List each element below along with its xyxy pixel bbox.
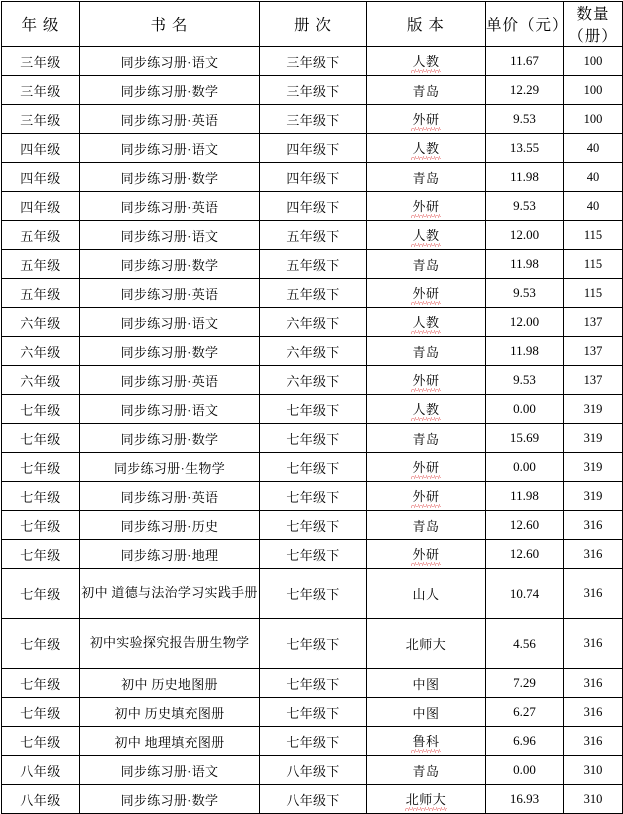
cell-quantity: 319 <box>564 395 623 424</box>
cell-quantity: 319 <box>564 482 623 511</box>
edition-text-marked: 人教 <box>412 225 439 246</box>
table-row <box>2 698 623 727</box>
cell-grade: 四年级 <box>2 163 80 192</box>
table-row <box>2 395 623 424</box>
cell-edition <box>367 105 486 134</box>
edition-text-marked: 外研 <box>412 109 439 130</box>
cell-book-name: 同步练习册·英语 <box>80 482 260 511</box>
cell-quantity: 40 <box>564 163 623 192</box>
edition-text: 青岛 <box>412 83 440 99</box>
cell-volume: 七年级下 <box>260 569 367 619</box>
cell-grade: 五年级 <box>2 279 80 308</box>
table-row <box>2 785 623 814</box>
cell-unit-price: 12.00 <box>486 221 564 250</box>
cell-unit-price: 12.00 <box>486 308 564 337</box>
cell-volume: 五年级下 <box>260 250 367 279</box>
cell-volume: 七年级下 <box>260 727 367 756</box>
cell-volume: 四年级下 <box>260 134 367 163</box>
table-row <box>2 134 623 163</box>
cell-quantity: 40 <box>564 192 623 221</box>
cell-grade: 七年级 <box>2 453 80 482</box>
cell-book-name: 同步练习册·语文 <box>80 47 260 76</box>
table-row <box>2 279 623 308</box>
cell-grade: 五年级 <box>2 250 80 279</box>
cell-unit-price: 11.98 <box>486 337 564 366</box>
cell-book-name: 同步练习册·地理 <box>80 540 260 569</box>
table-row <box>2 669 623 698</box>
cell-edition <box>367 134 486 163</box>
cell-book-name: 同步练习册·英语 <box>80 279 260 308</box>
cell-volume: 五年级下 <box>260 279 367 308</box>
edition-text: 青岛 <box>412 257 440 273</box>
cell-grade: 八年级 <box>2 785 80 814</box>
cell-edition <box>367 250 486 279</box>
table-row <box>2 308 623 337</box>
cell-unit-price: 0.00 <box>486 453 564 482</box>
cell-unit-price: 7.29 <box>486 669 564 698</box>
cell-unit-price: 6.96 <box>486 727 564 756</box>
cell-book-name: 初中 历史填充图册 <box>80 698 260 727</box>
cell-volume: 八年级下 <box>260 785 367 814</box>
cell-book-name: 同步练习册·数学 <box>80 163 260 192</box>
cell-grade: 三年级 <box>2 105 80 134</box>
cell-grade: 四年级 <box>2 192 80 221</box>
table-row <box>2 424 623 453</box>
edition-text-marked: 鲁科 <box>412 731 439 752</box>
edition-text: 青岛 <box>412 518 440 534</box>
cell-book-name: 初中 地理填充图册 <box>80 727 260 756</box>
cell-book-name: 同步练习册·数学 <box>80 785 260 814</box>
edition-text-marked: 外研 <box>412 457 439 478</box>
cell-book-name: 同步练习册·语文 <box>80 756 260 785</box>
cell-quantity: 319 <box>564 424 623 453</box>
cell-grade: 五年级 <box>2 221 80 250</box>
cell-book-name: 同步练习册·英语 <box>80 366 260 395</box>
cell-book-name: 初中 历史地图册 <box>80 669 260 698</box>
cell-grade: 七年级 <box>2 619 80 669</box>
cell-book-name: 同步练习册·数学 <box>80 424 260 453</box>
cell-edition <box>367 569 486 619</box>
cell-quantity: 316 <box>564 569 623 619</box>
cell-grade: 七年级 <box>2 727 80 756</box>
cell-book-name: 同步练习册·英语 <box>80 105 260 134</box>
table-header <box>2 2 623 47</box>
cell-volume: 七年级下 <box>260 698 367 727</box>
cell-grade: 六年级 <box>2 308 80 337</box>
cell-volume: 六年级下 <box>260 366 367 395</box>
cell-unit-price: 11.98 <box>486 482 564 511</box>
cell-quantity: 319 <box>564 453 623 482</box>
cell-unit-price: 12.60 <box>486 511 564 540</box>
header-grade: 年 级 <box>2 2 80 47</box>
cell-volume: 四年级下 <box>260 192 367 221</box>
cell-unit-price: 10.74 <box>486 569 564 619</box>
table-row <box>2 192 623 221</box>
cell-quantity: 115 <box>564 250 623 279</box>
cell-edition <box>367 756 486 785</box>
cell-volume: 六年级下 <box>260 308 367 337</box>
cell-edition <box>367 540 486 569</box>
edition-text: 青岛 <box>412 344 440 360</box>
cell-unit-price: 0.00 <box>486 395 564 424</box>
header-row <box>2 2 623 47</box>
cell-volume: 八年级下 <box>260 756 367 785</box>
cell-book-name: 同步练习册·历史 <box>80 511 260 540</box>
header-volume: 册 次 <box>260 2 367 47</box>
edition-text-marked: 人教 <box>412 138 439 159</box>
header-quantity: 数量（册） <box>564 2 623 47</box>
table-row <box>2 727 623 756</box>
cell-unit-price: 6.27 <box>486 698 564 727</box>
cell-quantity: 137 <box>564 337 623 366</box>
cell-quantity: 316 <box>564 698 623 727</box>
cell-edition <box>367 698 486 727</box>
cell-grade: 六年级 <box>2 337 80 366</box>
cell-grade: 三年级 <box>2 47 80 76</box>
cell-book-name: 同步练习册·语文 <box>80 308 260 337</box>
cell-edition <box>367 424 486 453</box>
cell-grade: 四年级 <box>2 134 80 163</box>
cell-book-name: 同步练习册·语文 <box>80 395 260 424</box>
cell-edition <box>367 221 486 250</box>
cell-book-name: 同步练习册·英语 <box>80 192 260 221</box>
table-row <box>2 250 623 279</box>
cell-quantity: 40 <box>564 134 623 163</box>
cell-volume: 三年级下 <box>260 47 367 76</box>
cell-edition <box>367 337 486 366</box>
cell-quantity: 316 <box>564 619 623 669</box>
cell-volume: 七年级下 <box>260 424 367 453</box>
table-row <box>2 453 623 482</box>
header-edition: 版 本 <box>367 2 486 47</box>
table-row <box>2 569 623 619</box>
header-unit-price: 单价（元） <box>486 2 564 47</box>
cell-unit-price: 9.53 <box>486 192 564 221</box>
cell-book-name: 同步练习册·数学 <box>80 76 260 105</box>
cell-edition <box>367 511 486 540</box>
cell-edition <box>367 163 486 192</box>
cell-volume: 七年级下 <box>260 453 367 482</box>
cell-volume: 六年级下 <box>260 337 367 366</box>
cell-unit-price: 11.67 <box>486 47 564 76</box>
cell-unit-price: 16.93 <box>486 785 564 814</box>
cell-quantity: 310 <box>564 785 623 814</box>
cell-edition <box>367 366 486 395</box>
cell-quantity: 316 <box>564 727 623 756</box>
table-row <box>2 163 623 192</box>
cell-book-name: 同步练习册·语文 <box>80 221 260 250</box>
cell-edition <box>367 76 486 105</box>
table-row <box>2 756 623 785</box>
cell-unit-price: 12.29 <box>486 76 564 105</box>
cell-unit-price: 13.55 <box>486 134 564 163</box>
table-row <box>2 221 623 250</box>
cell-book-name: 同步练习册·生物学 <box>80 453 260 482</box>
cell-edition <box>367 482 486 511</box>
cell-quantity: 115 <box>564 221 623 250</box>
cell-unit-price: 11.98 <box>486 250 564 279</box>
edition-text-marked: 外研 <box>412 196 439 217</box>
textbook-order-table <box>1 1 623 814</box>
cell-volume: 三年级下 <box>260 76 367 105</box>
cell-edition <box>367 453 486 482</box>
cell-book-name: 初中 道德与法治学习实践手册 <box>80 569 260 619</box>
cell-unit-price: 0.00 <box>486 756 564 785</box>
table-row <box>2 76 623 105</box>
table-row <box>2 366 623 395</box>
table-row <box>2 105 623 134</box>
cell-volume: 三年级下 <box>260 105 367 134</box>
cell-quantity: 100 <box>564 47 623 76</box>
cell-book-name: 同步练习册·语文 <box>80 134 260 163</box>
cell-volume: 七年级下 <box>260 540 367 569</box>
edition-text: 青岛 <box>412 431 440 447</box>
cell-grade: 七年级 <box>2 511 80 540</box>
cell-edition <box>367 669 486 698</box>
cell-edition <box>367 619 486 669</box>
cell-quantity: 115 <box>564 279 623 308</box>
edition-text: 中图 <box>412 705 440 721</box>
cell-quantity: 137 <box>564 308 623 337</box>
cell-unit-price: 9.53 <box>486 105 564 134</box>
cell-grade: 七年级 <box>2 424 80 453</box>
edition-text-marked: 人教 <box>412 51 439 72</box>
cell-volume: 七年级下 <box>260 669 367 698</box>
edition-text-marked: 外研 <box>412 486 439 507</box>
edition-text: 山人 <box>412 587 440 602</box>
cell-edition <box>367 785 486 814</box>
edition-text: 中图 <box>412 676 440 692</box>
edition-text-marked: 外研 <box>412 370 439 391</box>
cell-book-name: 初中实验探究报告册生物学 <box>80 619 260 669</box>
document-page <box>0 1 623 808</box>
cell-quantity: 137 <box>564 366 623 395</box>
cell-book-name: 同步练习册·数学 <box>80 337 260 366</box>
cell-unit-price: 9.53 <box>486 366 564 395</box>
table-row <box>2 619 623 669</box>
cell-unit-price: 9.53 <box>486 279 564 308</box>
cell-volume: 七年级下 <box>260 619 367 669</box>
cell-grade: 七年级 <box>2 395 80 424</box>
header-book-name: 书 名 <box>80 2 260 47</box>
edition-text-marked: 人教 <box>412 312 439 333</box>
cell-quantity: 100 <box>564 76 623 105</box>
cell-unit-price: 12.60 <box>486 540 564 569</box>
cell-grade: 七年级 <box>2 540 80 569</box>
cell-grade: 七年级 <box>2 569 80 619</box>
cell-grade: 八年级 <box>2 756 80 785</box>
cell-edition <box>367 279 486 308</box>
cell-quantity: 100 <box>564 105 623 134</box>
table-row <box>2 47 623 76</box>
table-body <box>2 47 623 814</box>
cell-edition <box>367 308 486 337</box>
cell-quantity: 316 <box>564 540 623 569</box>
edition-text: 青岛 <box>412 763 440 779</box>
table-row <box>2 337 623 366</box>
cell-unit-price: 15.69 <box>486 424 564 453</box>
cell-book-name: 同步练习册·数学 <box>80 250 260 279</box>
edition-text-marked: 外研 <box>412 544 439 565</box>
cell-volume: 七年级下 <box>260 511 367 540</box>
cell-edition <box>367 395 486 424</box>
cell-grade: 七年级 <box>2 669 80 698</box>
cell-unit-price: 4.56 <box>486 619 564 669</box>
cell-grade: 七年级 <box>2 482 80 511</box>
cell-volume: 四年级下 <box>260 163 367 192</box>
cell-quantity: 310 <box>564 756 623 785</box>
cell-volume: 七年级下 <box>260 482 367 511</box>
cell-grade: 六年级 <box>2 366 80 395</box>
cell-volume: 七年级下 <box>260 395 367 424</box>
cell-grade: 七年级 <box>2 698 80 727</box>
edition-text: 青岛 <box>412 170 440 186</box>
edition-text-marked: 人教 <box>412 399 439 420</box>
cell-edition <box>367 727 486 756</box>
edition-text-marked: 北师大 <box>406 789 447 810</box>
table-row <box>2 482 623 511</box>
cell-edition <box>367 47 486 76</box>
cell-grade: 三年级 <box>2 76 80 105</box>
cell-quantity: 316 <box>564 511 623 540</box>
table-row <box>2 511 623 540</box>
cell-unit-price: 11.98 <box>486 163 564 192</box>
cell-quantity: 316 <box>564 669 623 698</box>
table-row <box>2 540 623 569</box>
edition-text-marked: 外研 <box>412 283 439 304</box>
edition-text: 北师大 <box>405 637 447 652</box>
cell-edition <box>367 192 486 221</box>
cell-volume: 五年级下 <box>260 221 367 250</box>
